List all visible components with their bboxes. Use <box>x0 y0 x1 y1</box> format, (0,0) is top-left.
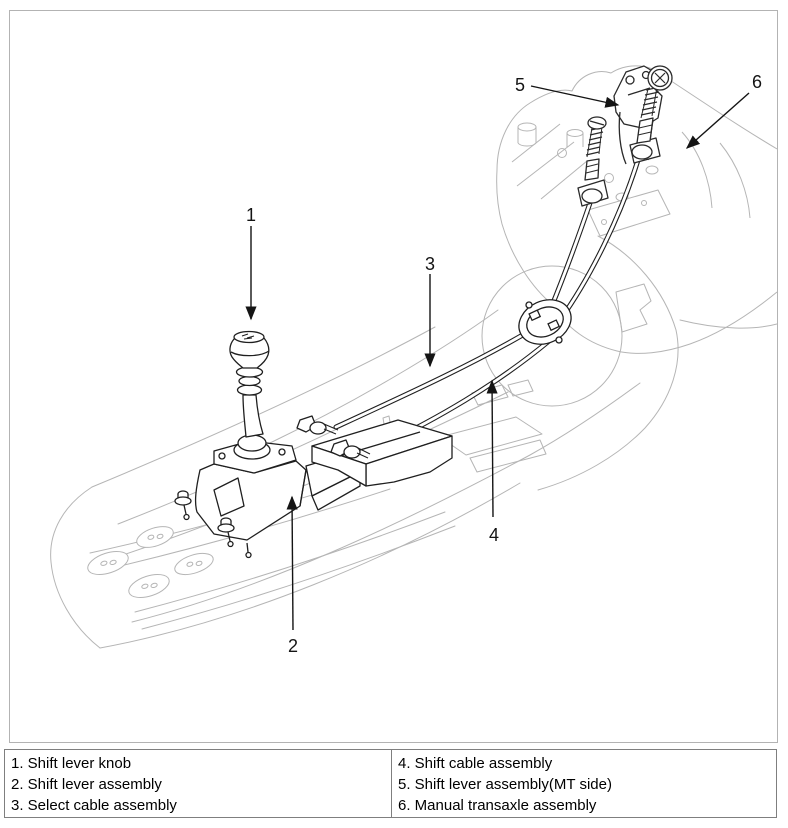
legend-table <box>4 749 777 818</box>
legend-column-right <box>392 750 776 817</box>
legend-item: 1. Shift lever knob <box>11 755 132 772</box>
callout-label-3: 3 <box>424 254 436 274</box>
legend-column-left <box>5 750 392 817</box>
callout-arrow-4 <box>492 381 493 517</box>
callout-label-6: 6 <box>751 72 763 92</box>
grommet-art <box>512 292 579 353</box>
callout-label-1: 1 <box>245 205 257 225</box>
legend-item: 5. Shift lever assembly(MT side) <box>398 776 612 793</box>
callout-label-4: 4 <box>488 525 500 545</box>
legend-item: 3. Select cable assembly <box>11 797 177 814</box>
callout-arrow-2 <box>292 497 293 630</box>
callout-arrow-6 <box>687 93 749 148</box>
diagram-canvas <box>10 11 777 742</box>
cables-art <box>336 160 638 452</box>
shift-lever-art <box>175 332 452 558</box>
callout-label-5: 5 <box>514 75 526 95</box>
callout-label-2: 2 <box>287 636 299 656</box>
callout-arrows <box>251 86 749 630</box>
legend-item: 2. Shift lever assembly <box>11 776 162 793</box>
legend-item: 4. Shift cable assembly <box>398 755 553 772</box>
diagram-frame <box>9 10 778 743</box>
legend-item: 6. Manual transaxle assembly <box>398 797 597 814</box>
mt-lever-art <box>578 66 672 206</box>
